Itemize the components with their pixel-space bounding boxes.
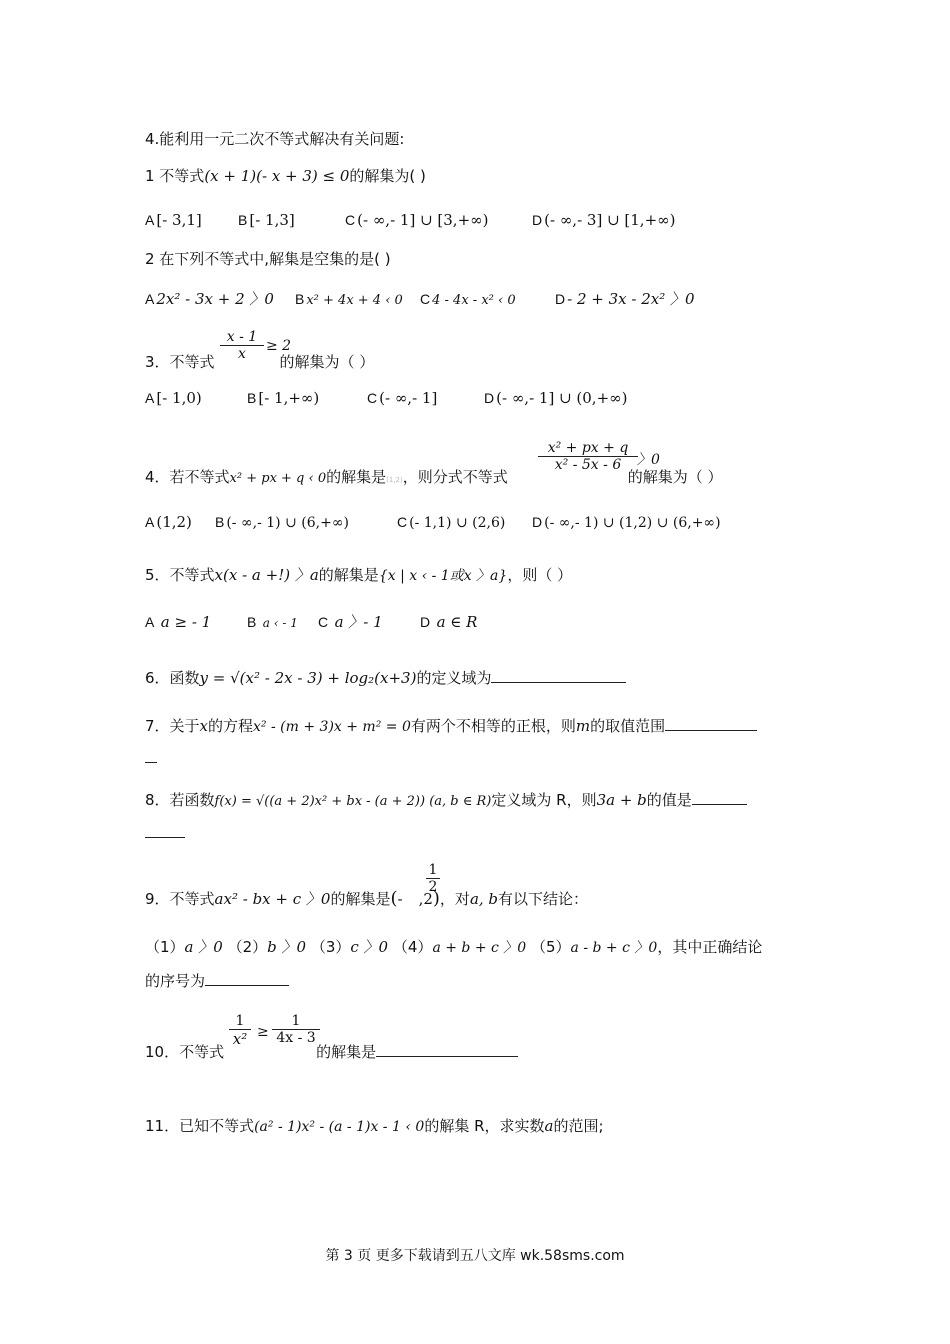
q2-option-b: B x² + 4x + 4 ‹ 0 [295,291,403,308]
q10-relation: ≥ [257,1024,269,1040]
question-2: 2 在下列不等式中,解集是空集的是( ) [145,250,391,268]
q7-var2: m [575,717,591,735]
q4-relation: 〉0 [637,452,660,468]
q11-suffix: 的范围; [553,1117,604,1135]
q10-den-2: 4x - 3 [272,1029,320,1046]
q5-suffix: ，则（ ） [507,566,573,584]
q8-suffix: 的值是 [646,791,692,809]
q8-answer-blank[interactable] [692,790,747,805]
q9-item-1-label: （1） [145,938,185,956]
q5-mid: 的解集是 [318,566,379,584]
q9-item-2: b 〉0 [267,938,307,956]
q6-prefix: 6．函数 [145,669,200,687]
q3-numerator: x - 1 [226,329,258,345]
q1-prefix: 1 不等式 [145,167,205,185]
q5-option-d: D a ∈ R [420,613,478,631]
q11-prefix: 11．已知不等式 [145,1117,255,1135]
question-5 [145,565,572,586]
q9-item-3-label: （3） [310,938,351,956]
q4-mid: 的解集是 [326,468,387,486]
q7-prefix: 7．关于 [145,717,200,735]
q3-suffix: 的解集为（ ） [279,353,375,371]
q9-frac-num: 1 [428,862,438,878]
q7-answer-blank[interactable] [665,716,757,731]
q2-option-c: C 4 - 4x - x² ‹ 0 [420,291,516,308]
q9-interval-right: ,2 [418,890,433,908]
q9-item-5: a - b + c 〉0 [570,940,658,956]
q9-mid: 的解集是 [330,890,391,908]
q10-answer-blank[interactable] [376,1042,518,1057]
q5-expression: x(x - a +!) 〉a [214,566,319,584]
q7-var: x [199,717,209,735]
q9-mid2: ，对 [439,890,470,908]
question-3 [145,352,374,372]
q3-option-a: A [- 1,0) [145,389,202,407]
q4-suffix: 的解集为（ ） [627,468,723,486]
question-6 [145,668,626,688]
q9-prefix: 9．不等式 [145,890,215,908]
q1-option-d: D (- ∞,- 3] ∪ [1,+∞) [532,211,676,229]
section-heading: 4.能利用一元二次不等式解决有关问题: [145,130,405,148]
q3-option-b: B [- 1,+∞) [247,389,320,407]
q10-num-1: 1 [235,1013,245,1029]
q4-expression: x² + px + q ‹ 0 [229,471,327,486]
question-10 [145,1042,518,1062]
q9-suffix: 有以下结论： [498,890,589,908]
q8-expression-2: 3a + b [596,791,647,809]
q11-var: a [544,1117,554,1135]
q9-expression: ax² - bx + c 〉0 [214,890,331,908]
question-8 [145,790,747,812]
q3-relation: ≥ 2 [266,338,292,354]
q9-paren-close: ) [432,888,440,909]
q8-expression: f(x) = √((a + 2)x² + bx - (a + 2)) (a, b ∈ R) [214,794,492,809]
q11-mid: 的解集 R，求实数 [424,1117,545,1135]
q5-option-a: A a ≥ - 1 [145,613,212,631]
q5-prefix: 5．不等式 [145,566,215,584]
q9-conclusions [145,937,762,958]
q5-set: {x | x ‹ - 1或x 〉a} [378,568,508,584]
q1-option-a: A [- 3,1] [145,211,202,229]
q6-expression: y = √(x² - 2x - 3) + log₂(x+3) [199,669,417,687]
q9-tail: ，其中正确结论 [657,938,763,956]
q4-option-a: A (1,2) [145,513,192,531]
q9-item-1: a 〉0 [184,938,223,956]
q7-suffix: 的取值范围 [590,717,666,735]
q9-item-2-label: （2） [227,938,268,956]
q9-vars: a, b [469,890,499,908]
q8-mid: 定义域为 R，则 [491,791,597,809]
q9-line2-text: 的序号为 [145,972,206,990]
q1-option-c: C (- ∞,- 1] ∪ [3,+∞) [345,211,489,229]
q5-option-c: C a 〉- 1 [318,613,383,631]
q3-denominator: x [220,345,264,362]
q9-item-4-label: （4） [392,938,433,956]
q10-num-2: 1 [291,1013,301,1029]
q4-mid2: ，则分式不等式 [402,468,508,486]
page-footer: 第 3 页 更多下载请到五八文库 wk.58sms.com [325,1248,625,1264]
q4-denominator: x² - 5x - 6 [538,456,638,473]
q1-expression: (x + 1)(- x + 3) ≤ 0 [204,167,350,185]
q9-frac-den: 2 [426,878,440,895]
q4-option-b: B (- ∞,- 1) ∪ (6,+∞) [215,514,349,531]
q10-den-1: x² [229,1029,251,1048]
q4-option-d: D (- ∞,- 1) ∪ (1,2) ∪ (6,+∞) [532,514,721,531]
q9-item-5-label: （5） [531,938,571,956]
q3-option-d: D (- ∞,- 1] ∪ (0,+∞) [484,389,628,407]
q9-interval-left: - [397,890,403,908]
q4-tiny-interval: (1,2) [386,476,403,484]
q9-item-3: c 〉0 [350,938,389,956]
q2-option-d: D - 2 + 3x - 2x² 〉0 [555,290,695,308]
q10-prefix: 10．不等式 [145,1043,225,1061]
q2-option-a: A 2x² - 3x + 2 〉0 [145,290,274,308]
q3-option-c: C (- ∞,- 1] [367,389,438,407]
q7-mid2: 有两个不相等的正根，则 [410,717,576,735]
q4-option-c: C (- 1,1) ∪ (2,6) [397,514,506,531]
question-11 [145,1116,604,1137]
q9-paren-open: ( [390,888,398,909]
q8-answer-blank-cont[interactable] [145,823,185,843]
q7-mid: 的方程 [208,717,254,735]
q1-suffix: 的解集为( ) [349,167,426,185]
question-7 [145,716,757,737]
q4-numerator: x² + px + q [547,440,629,456]
q9-item-4: a + b + c 〉0 [432,940,527,956]
question-1 [145,166,426,186]
q1-option-b: B [- 1,3] [238,211,295,229]
q6-suffix: 的定义域为 [416,669,492,687]
q5-option-b: B a ‹ - 1 [247,614,298,630]
question-4 [145,467,723,490]
q4-prefix: 4．若不等式 [145,468,230,486]
q8-prefix: 8．若函数 [145,791,215,809]
question-9 [145,889,588,909]
q3-prefix: 3．不等式 [145,353,215,371]
q7-expression: x² - (m + 3)x + m² = 0 [253,719,411,735]
q11-expression: (a² - 1)x² - (a - 1)x - 1 ‹ 0 [254,1119,425,1135]
q6-answer-blank[interactable] [491,668,626,683]
q7-answer-blank-cont[interactable] [145,748,157,768]
q9-answer-blank[interactable] [205,971,289,986]
q10-suffix: 的解集是 [316,1043,377,1061]
q9-line-2 [145,971,289,991]
